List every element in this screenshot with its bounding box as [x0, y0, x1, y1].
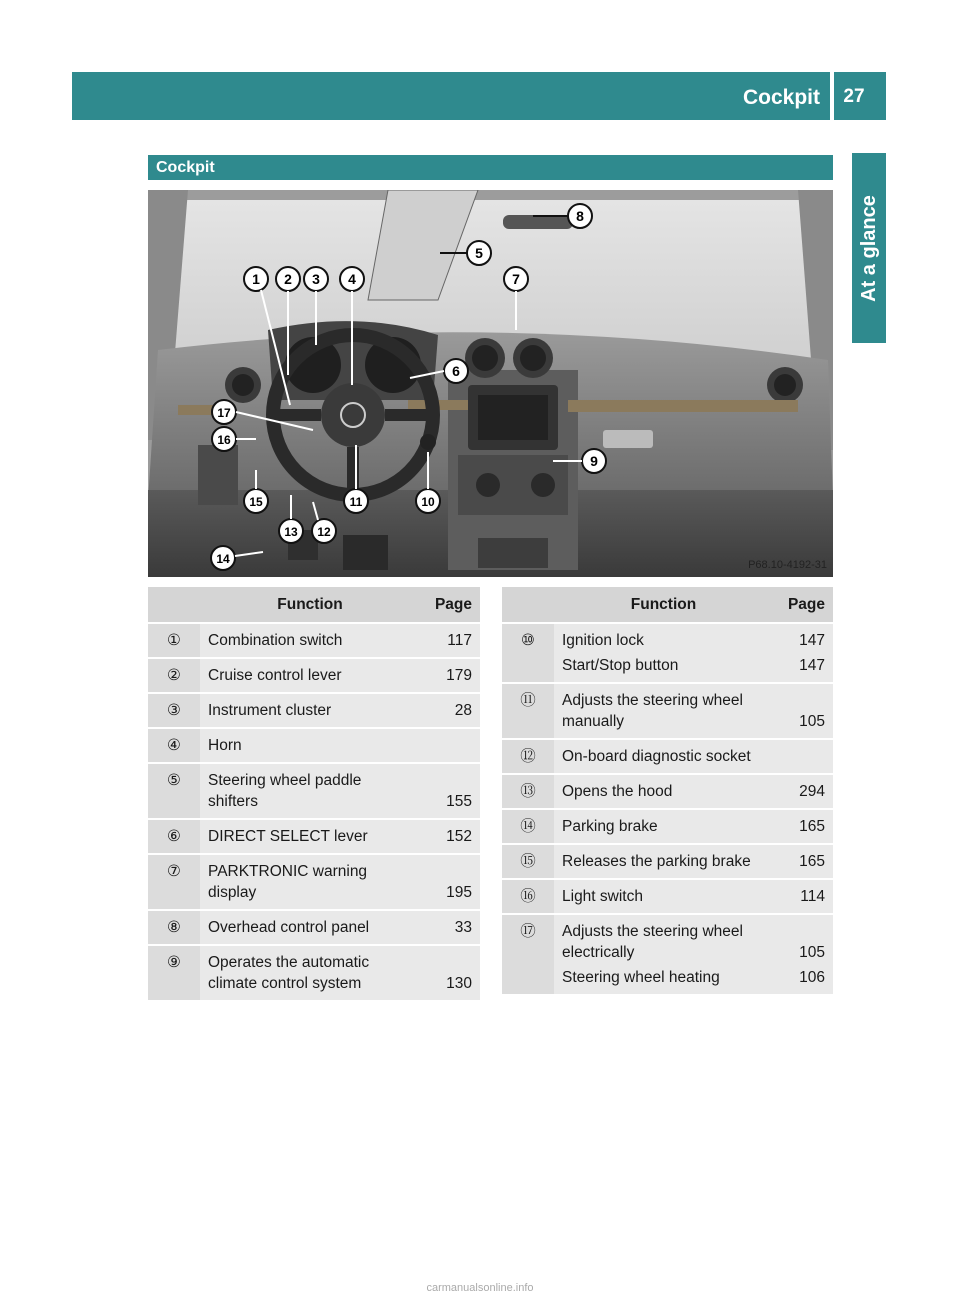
item-number: ⑨: [148, 945, 200, 1001]
page-ref[interactable]: 114: [773, 879, 833, 914]
function-text: Adjusts the steering wheel manually: [554, 683, 773, 739]
function-text: Parking brake: [554, 809, 773, 844]
callout-10-label: 10: [421, 495, 435, 509]
page-ref[interactable]: 33: [420, 910, 480, 945]
page-ref[interactable]: 147: [773, 623, 833, 653]
page-ref[interactable]: 117: [420, 623, 480, 658]
callout-2-label: 2: [284, 271, 292, 287]
table-row: [148, 945, 480, 1001]
function-text: Steering wheel paddle shifters: [200, 763, 420, 819]
callout-11-label: 11: [349, 495, 363, 509]
table-row: [502, 739, 833, 774]
table-row: [502, 774, 833, 809]
callout-8-label: 8: [576, 208, 584, 224]
section-bar: [148, 155, 833, 180]
item-number: ②: [148, 658, 200, 693]
page-ref[interactable]: [420, 728, 480, 763]
page-ref[interactable]: 195: [420, 854, 480, 910]
table-header-row: [502, 587, 833, 623]
function-text: DIRECT SELECT lever: [200, 819, 420, 854]
callout-12-label: 12: [317, 525, 331, 539]
function-text: Ignition lock: [554, 623, 773, 653]
callout-14-label: 14: [216, 552, 230, 566]
table-row: [148, 763, 480, 819]
table-row: [502, 914, 833, 965]
table-row: [148, 623, 480, 658]
callout-9-label: 9: [590, 453, 598, 469]
function-text: Cruise control lever: [200, 658, 420, 693]
callout-3-label: 3: [312, 271, 320, 287]
table-row: [148, 693, 480, 728]
header-function: Function: [200, 587, 420, 623]
page-ref[interactable]: 105: [773, 683, 833, 739]
item-number: ⑭: [502, 809, 554, 844]
function-text: Combination switch: [200, 623, 420, 658]
table-row: [148, 728, 480, 763]
page-ref[interactable]: 28: [420, 693, 480, 728]
section-title: Cockpit: [156, 159, 215, 176]
function-text: On-board diagnostic socket: [554, 739, 773, 774]
function-text: Light switch: [554, 879, 773, 914]
callout-1-label: 1: [252, 271, 260, 287]
item-number: ③: [148, 693, 200, 728]
table-row: [502, 809, 833, 844]
page-ref[interactable]: 130: [420, 945, 480, 1001]
item-number: ⑪: [502, 683, 554, 739]
page-ref[interactable]: 147: [773, 653, 833, 683]
callout-17-label: 17: [217, 406, 231, 420]
callout-4-label: 4: [348, 271, 356, 287]
footer-watermark: carmanualsonline.info: [426, 1282, 534, 1294]
item-number: ①: [148, 623, 200, 658]
page-ref[interactable]: 106: [773, 965, 833, 995]
header-page: Page: [420, 587, 480, 623]
photo-credit: P68.10-4192-31: [748, 559, 827, 571]
header-num: [148, 587, 200, 623]
item-number: ⑥: [148, 819, 200, 854]
page-ref[interactable]: 152: [420, 819, 480, 854]
table-row: [502, 879, 833, 914]
function-text: Instrument cluster: [200, 693, 420, 728]
function-text: PARKTRONIC warning display: [200, 854, 420, 910]
function-text: Operates the automatic climate control system: [200, 945, 420, 1001]
cockpit-illustration: [148, 190, 833, 577]
header-num: [502, 587, 554, 623]
table-row: [148, 910, 480, 945]
header-page: Page: [773, 587, 833, 623]
header-title: Cockpit: [742, 86, 820, 109]
header-function: Function: [554, 587, 773, 623]
function-text: Horn: [200, 728, 420, 763]
function-text: Overhead control panel: [200, 910, 420, 945]
page-ref[interactable]: 179: [420, 658, 480, 693]
header-bar: [72, 72, 830, 120]
item-number: ⑰: [502, 914, 554, 995]
callout-6-label: 6: [452, 363, 460, 379]
function-text: Opens the hood: [554, 774, 773, 809]
table-row: [148, 819, 480, 854]
function-text: Adjusts the steering wheel electrically: [554, 914, 773, 965]
function-text: Start/Stop button: [554, 653, 773, 683]
item-number: ⑤: [148, 763, 200, 819]
page-ref[interactable]: [773, 739, 833, 774]
table-row: [502, 623, 833, 653]
side-tab-label-wrap: [852, 153, 886, 343]
page-ref[interactable]: 294: [773, 774, 833, 809]
table-header-row: [148, 587, 480, 623]
side-tab-label: At a glance: [857, 194, 880, 302]
item-number: ⑦: [148, 854, 200, 910]
callout-7-label: 7: [512, 271, 520, 287]
item-number: ⑮: [502, 844, 554, 879]
page-ref[interactable]: 105: [773, 914, 833, 965]
item-number: ⑬: [502, 774, 554, 809]
item-number: ⑩: [502, 623, 554, 683]
page-number: 27: [843, 86, 865, 107]
table-row: [502, 683, 833, 739]
table-row: [148, 854, 480, 910]
function-text: Releases the parking brake: [554, 844, 773, 879]
item-number: ⑧: [148, 910, 200, 945]
function-table-right: [502, 587, 833, 996]
page-ref[interactable]: 165: [773, 809, 833, 844]
page-ref[interactable]: 165: [773, 844, 833, 879]
table-row: [148, 658, 480, 693]
function-text: Steering wheel heating: [554, 965, 773, 995]
table-row: [502, 844, 833, 879]
callout-13-label: 13: [284, 525, 298, 539]
item-number: ⑯: [502, 879, 554, 914]
callout-16-label: 16: [217, 433, 231, 447]
item-number: ⑫: [502, 739, 554, 774]
cockpit-photo: [148, 190, 833, 577]
callout-15-label: 15: [249, 495, 263, 509]
callout-5-label: 5: [475, 245, 483, 261]
item-number: ④: [148, 728, 200, 763]
page-ref[interactable]: 155: [420, 763, 480, 819]
function-table-left: [148, 587, 480, 1002]
